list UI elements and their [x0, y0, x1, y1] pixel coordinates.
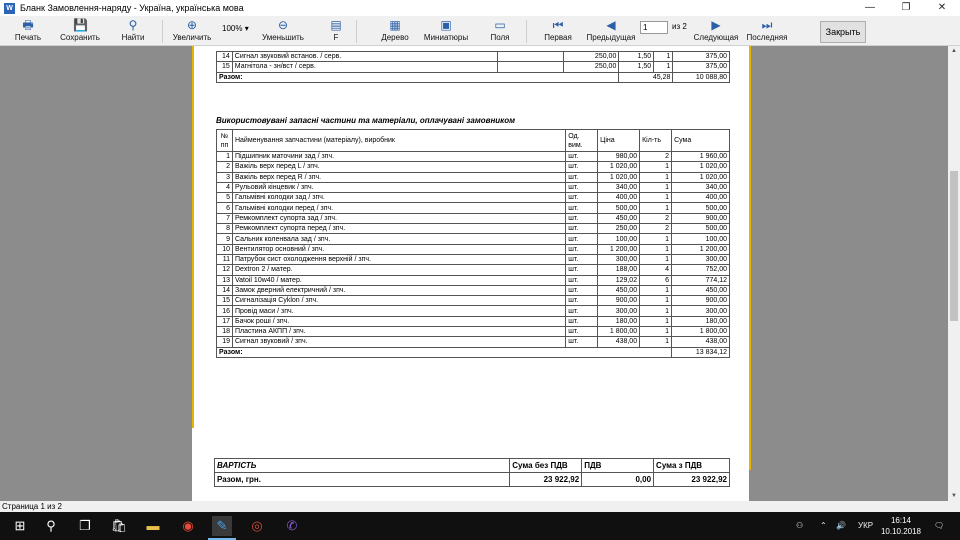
separator [526, 20, 527, 43]
cell-price: 188,00 [598, 265, 640, 275]
cell-unit: шт. [566, 296, 598, 306]
cell-part-name: Сигнал звуковий / зпч. [232, 337, 565, 347]
thumbnails-icon: ▣ [440, 18, 452, 32]
cell-unit: шт. [566, 244, 598, 254]
cell-unit: шт. [566, 316, 598, 326]
cell-work-name: Сигнал звуковий встанов. / серв. [232, 52, 497, 62]
cost-header-net: Сума без ПДВ [510, 459, 582, 473]
cell-sum: 1 200,00 [672, 244, 730, 254]
parts-row [217, 224, 730, 234]
parts-row [217, 265, 730, 275]
keyboard-language[interactable]: УКР [858, 521, 874, 530]
cell-number: 1 [217, 152, 233, 162]
zoom-out-icon: ⊖ [277, 18, 289, 32]
cell-number: 13 [217, 275, 233, 285]
cell-number: 8 [217, 224, 233, 234]
last-page-button[interactable]: ⏭ Последняя [746, 18, 788, 42]
close-window-button[interactable]: ✕ [937, 2, 947, 13]
vertical-scrollbar[interactable] [948, 46, 960, 501]
cell-price: 450,00 [598, 285, 640, 295]
cell-sum: 1 800,00 [672, 327, 730, 337]
cell-sum: 438,00 [672, 337, 730, 347]
cell-empty [497, 52, 564, 62]
cell-qty: 2 [640, 213, 672, 223]
tree-icon: ▦ [389, 18, 401, 32]
browser-app-icon[interactable]: ◎ [251, 518, 263, 533]
cell-number: 14 [217, 285, 233, 295]
task-view-icon[interactable]: ❐ [79, 518, 91, 533]
viber-icon[interactable]: ✆ [286, 518, 298, 533]
taskbar [0, 512, 960, 540]
clock-date: 10.10.2018 [880, 527, 922, 536]
parts-table [216, 129, 730, 358]
cell-part-name: Ремкомплект супорта зад / зпч. [232, 213, 565, 223]
works-total-hours: 45,28 [619, 72, 673, 82]
cost-header-gross: Сума з ПДВ [654, 459, 730, 473]
cell-unit: шт. [566, 224, 598, 234]
cell-sum: 450,00 [672, 285, 730, 295]
binoculars-icon: ⚲ [128, 18, 138, 32]
chevron-down-icon: ▾ [244, 24, 249, 33]
cell-price: 1 800,00 [598, 327, 640, 337]
cell-unit: шт. [566, 306, 598, 316]
cell-part-name: Гальмівні колодки перед / зпч. [232, 203, 565, 213]
cell-sum: 500,00 [672, 224, 730, 234]
cell-qty: 1 [640, 244, 672, 254]
cell-unit: шт. [566, 337, 598, 347]
last-page-icon: ⏭ [761, 18, 773, 32]
cell-unit: шт. [566, 234, 598, 244]
cell-qty: 1 [640, 162, 672, 172]
cell-number: 17 [217, 316, 233, 326]
cost-row-label: Разом, грн. [215, 473, 510, 487]
page-number-input[interactable]: 1 [640, 21, 668, 34]
cell-empty [497, 62, 564, 72]
zoom-in-button[interactable]: ⊕ Увеличить [172, 18, 212, 42]
notifications-icon[interactable]: 🗨 [934, 521, 945, 530]
cell-qty: 2 [640, 152, 672, 162]
document-viewport[interactable] [0, 46, 948, 501]
cost-header-row [215, 459, 730, 473]
window-title: Бланк Замовлення-наряду - Україна, українська мова [20, 3, 244, 13]
people-icon[interactable]: ⚇ [796, 521, 804, 530]
cell-part-name: Ремкомплект супорта перед / зпч. [232, 224, 565, 234]
toolbar [0, 16, 960, 46]
cell-qty: 2 [640, 224, 672, 234]
cell-qty: 1 [640, 172, 672, 182]
separator [356, 20, 357, 43]
cell-price: 100,00 [598, 234, 640, 244]
cell-sum: 100,00 [672, 234, 730, 244]
cell-number: 14 [217, 52, 233, 62]
works-total-label: Разом: [217, 72, 619, 82]
parts-row [217, 244, 730, 254]
fields-button[interactable]: ▭ Поля [490, 18, 510, 42]
chrome-icon[interactable]: ◉ [182, 518, 194, 533]
parts-row [217, 285, 730, 295]
parts-row [217, 337, 730, 347]
cell-unit: шт. [566, 203, 598, 213]
chevron-up-icon[interactable]: ⌃ [820, 521, 827, 530]
cell-price: 900,00 [598, 296, 640, 306]
save-icon: 💾 [73, 18, 88, 32]
works-total-sum: 10 088,80 [673, 72, 730, 82]
next-icon: ▶ [711, 18, 721, 32]
thumbnails-button[interactable]: ▣ Миниатюры [423, 18, 469, 42]
cell-qty: 1 [640, 316, 672, 326]
status-bar: Страница 1 из 2 [0, 501, 960, 512]
works-row [217, 52, 730, 62]
previous-icon: ◀ [606, 18, 616, 32]
find-button[interactable]: ⚲ Найти [121, 18, 145, 42]
cell-sum: 1 020,00 [672, 172, 730, 182]
cell-number: 7 [217, 213, 233, 223]
maximize-button[interactable]: ❐ [901, 2, 911, 13]
next-page-button[interactable]: ▶ Следующая [693, 18, 739, 42]
cell-sum: 1 960,00 [672, 152, 730, 162]
cell-number: 6 [217, 203, 233, 213]
fields-icon: ▭ [494, 18, 506, 32]
parts-header-row [217, 130, 730, 152]
parts-table-body [217, 152, 730, 348]
first-page-icon: ⏮ [552, 18, 564, 32]
tree-button[interactable]: ▦ Дерево [381, 18, 409, 42]
cell-price: 450,00 [598, 213, 640, 223]
cell-number: 12 [217, 265, 233, 275]
cell-unit: шт. [566, 152, 598, 162]
cell-sum: 500,00 [672, 203, 730, 213]
cell-price: 1 020,00 [598, 162, 640, 172]
parts-row [217, 193, 730, 203]
clock[interactable] [880, 515, 922, 537]
cell-number: 4 [217, 182, 233, 192]
parts-row [217, 213, 730, 223]
header-price: Ціна [598, 130, 640, 152]
save-button[interactable]: 💾 Сохранить [60, 18, 100, 42]
cell-part-name: Підшипник маточини зад / зпч. [232, 152, 565, 162]
cell-unit: шт. [566, 172, 598, 182]
cell-number: 11 [217, 254, 233, 264]
cell-price: 400,00 [598, 193, 640, 203]
cell-qty: 1 [654, 52, 673, 62]
page-2 [192, 428, 749, 501]
cell-price: 1 200,00 [598, 244, 640, 254]
zoom-select[interactable]: 100% ▾ [222, 24, 249, 33]
cell-rate: 250,00 [564, 62, 619, 72]
previous-page-button[interactable]: ◀ Предыдущая [586, 18, 636, 42]
cell-part-name: Важіль верх перед R / зпч. [232, 172, 565, 182]
print-button[interactable]: 🖶 Печать [14, 18, 42, 42]
cell-unit: шт. [566, 162, 598, 172]
first-page-button[interactable]: ⏮ Первая [544, 18, 572, 42]
cell-qty: 1 [640, 306, 672, 316]
header-sum: Сума [672, 130, 730, 152]
cell-qty: 1 [654, 62, 673, 72]
cell-number: 15 [217, 62, 233, 72]
cell-unit: шт. [566, 327, 598, 337]
cell-part-name: Сальник коленвала зад / зпч. [232, 234, 565, 244]
cell-price: 300,00 [598, 254, 640, 264]
scroll-up-icon[interactable]: ▲ [951, 48, 957, 54]
cell-part-name: Dextron 2 / матер. [232, 265, 565, 275]
header-name: Найменування запчастини (матеріалу), виробник [232, 130, 565, 152]
cell-hours: 1,50 [619, 62, 654, 72]
store-icon[interactable]: 🛍 [110, 518, 128, 533]
cell-sum: 752,00 [672, 265, 730, 275]
cost-gross-value: 23 922,92 [654, 473, 730, 487]
cell-sum: 375,00 [673, 52, 730, 62]
parts-row [217, 172, 730, 182]
cell-part-name: Бачок роші / зпч. [232, 316, 565, 326]
cell-part-name: Гальмівні колодки зад / зпч. [232, 193, 565, 203]
cell-sum: 340,00 [672, 182, 730, 192]
parts-total-row [217, 347, 730, 357]
windows-start-icon[interactable]: ⊞ [14, 518, 26, 533]
cell-number: 3 [217, 172, 233, 182]
cell-unit: шт. [566, 182, 598, 192]
cell-sum: 180,00 [672, 316, 730, 326]
cell-price: 1 020,00 [598, 172, 640, 182]
parts-row [217, 152, 730, 162]
cell-price: 300,00 [598, 306, 640, 316]
cost-header-title: ВАРТІСТЬ [215, 459, 510, 473]
parts-row [217, 296, 730, 306]
header-qty: Кіл-ть [640, 130, 672, 152]
cell-price: 980,00 [598, 152, 640, 162]
document-icon: ▤ [330, 18, 342, 32]
cell-part-name: Рульовий кінцевик / зпч. [232, 182, 565, 192]
works-table [216, 51, 730, 83]
cell-price: 438,00 [598, 337, 640, 347]
cell-sum: 300,00 [672, 306, 730, 316]
cell-part-name: Важіль верх перед L / зпч. [232, 162, 565, 172]
cell-sum: 774,12 [672, 275, 730, 285]
cell-qty: 1 [640, 203, 672, 213]
header-unit: Од. вим. [566, 130, 598, 152]
cell-sum: 400,00 [672, 193, 730, 203]
parts-row [217, 162, 730, 172]
works-table-body [217, 52, 730, 73]
parts-row [217, 203, 730, 213]
cell-unit: шт. [566, 285, 598, 295]
zoom-in-icon: ⊕ [186, 18, 198, 32]
header-number: № пп [217, 130, 233, 152]
parts-row [217, 275, 730, 285]
cell-price: 340,00 [598, 182, 640, 192]
parts-row [217, 234, 730, 244]
cell-part-name: Сигналізація Cyklon / зпч. [232, 296, 565, 306]
cell-qty: 1 [640, 182, 672, 192]
cell-work-name: Магнітола - зн/вст / серв. [232, 62, 497, 72]
cell-part-name: Вентилятор основний / зпч. [232, 244, 565, 254]
cost-vat-value: 0,00 [582, 473, 654, 487]
cell-price: 250,00 [598, 224, 640, 234]
page-1 [192, 46, 751, 470]
parts-section-title: Використовувані запасні частини та матеріали, оплачувані замовником [216, 116, 516, 125]
cell-qty: 1 [640, 193, 672, 203]
cell-unit: шт. [566, 275, 598, 285]
file-explorer-icon[interactable]: ▬ [146, 518, 160, 533]
cost-row [215, 473, 730, 487]
cell-sum: 375,00 [673, 62, 730, 72]
cell-price: 500,00 [598, 203, 640, 213]
cell-number: 10 [217, 244, 233, 254]
cell-number: 16 [217, 306, 233, 316]
cell-unit: шт. [566, 213, 598, 223]
parts-row [217, 306, 730, 316]
cell-qty: 1 [640, 296, 672, 306]
cell-unit: шт. [566, 254, 598, 264]
cell-number: 2 [217, 162, 233, 172]
cell-part-name: Замок дверний електричний / зпч. [232, 285, 565, 295]
printer-icon: 🖶 [22, 18, 34, 32]
cell-price: 129,02 [598, 275, 640, 285]
cost-table [214, 458, 730, 487]
cell-unit: шт. [566, 265, 598, 275]
cell-sum: 1 020,00 [672, 162, 730, 172]
cell-part-name: Провід маси / зпч. [232, 306, 565, 316]
separator [162, 20, 163, 43]
cell-hours: 1,50 [619, 52, 654, 62]
works-total-row [217, 72, 730, 82]
cell-number: 9 [217, 234, 233, 244]
cell-part-name: Vatoil 10w40 / матер. [232, 275, 565, 285]
scroll-thumb[interactable] [950, 171, 958, 321]
parts-row [217, 327, 730, 337]
clock-time: 16:14 [890, 516, 912, 525]
cell-rate: 250,00 [564, 52, 619, 62]
page-count: из 2 [672, 22, 687, 31]
scroll-down-icon[interactable]: ▼ [951, 493, 957, 499]
f-button[interactable]: ▤ F [330, 18, 342, 42]
cell-qty: 1 [640, 337, 672, 347]
cell-qty: 1 [640, 327, 672, 337]
cell-sum: 300,00 [672, 254, 730, 264]
cost-net-value: 23 922,92 [510, 473, 582, 487]
cell-part-name: Патрубок сист охолодження верхній / зпч. [232, 254, 565, 264]
cell-number: 5 [217, 193, 233, 203]
cell-unit: шт. [566, 193, 598, 203]
cell-price: 180,00 [598, 316, 640, 326]
cell-number: 19 [217, 337, 233, 347]
cell-qty: 1 [640, 254, 672, 264]
parts-row [217, 254, 730, 264]
parts-row [217, 316, 730, 326]
cell-sum: 900,00 [672, 213, 730, 223]
title-bar [0, 0, 960, 16]
search-icon[interactable]: ⚲ [46, 518, 56, 533]
close-button[interactable]: Закрыть [820, 21, 866, 43]
cell-number: 18 [217, 327, 233, 337]
zoom-out-button[interactable]: ⊖ Уменьшить [262, 18, 304, 42]
report-viewer-app-icon[interactable]: ✎ [212, 516, 232, 536]
parts-total-sum: 13 834,12 [672, 347, 730, 357]
cell-qty: 1 [640, 285, 672, 295]
cell-part-name: Пластина АКПП / зпч. [232, 327, 565, 337]
cell-qty: 6 [640, 275, 672, 285]
cell-number: 15 [217, 296, 233, 306]
cell-sum: 900,00 [672, 296, 730, 306]
volume-icon[interactable]: 🔊 [836, 521, 846, 530]
cost-header-vat: ПДВ [582, 459, 654, 473]
minimize-button[interactable]: — [865, 2, 875, 13]
works-row [217, 62, 730, 72]
cell-qty: 1 [640, 234, 672, 244]
parts-total-label: Разом: [217, 347, 672, 357]
cell-qty: 4 [640, 265, 672, 275]
app-icon: W [4, 3, 15, 14]
parts-row [217, 182, 730, 192]
